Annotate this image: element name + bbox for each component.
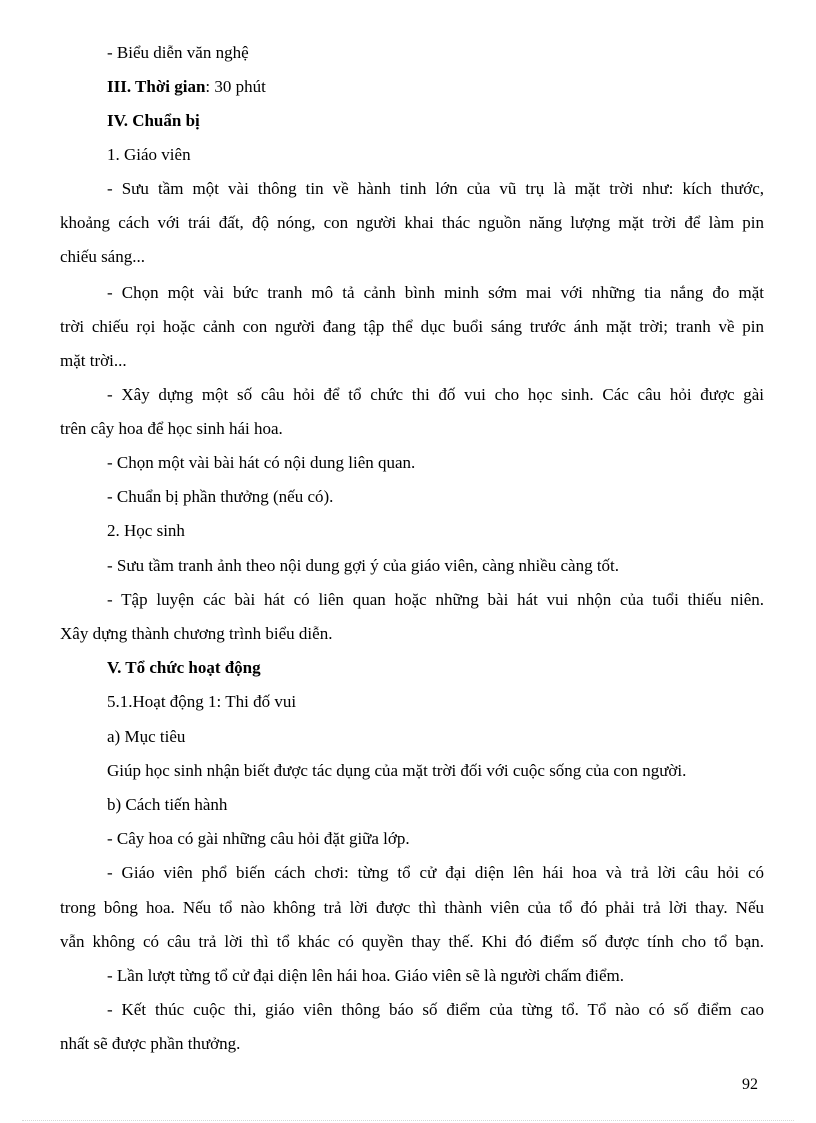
paragraph-line: vẫn không có câu trả lời thì tổ khác có quyền thay thế. Khi đó điểm số được tính cho tổ bạn. [60,932,764,951]
page-number: 92 [742,1076,758,1093]
paragraph-line: nhất sẽ được phần thưởng. [60,1034,241,1053]
list-item: - Lần lượt từng tổ cử đại diện lên hái hoa. Giáo viên sẽ là người chấm điểm. [107,966,625,985]
section-heading-value: : 30 phút [205,77,266,96]
paragraph-line: trời chiếu rọi hoặc cảnh con người đang tập thể dục buổi sáng trước ánh mặt trời; tranh về pin [60,317,764,336]
paragraph-line: - Chọn một vài bức tranh mô tả cảnh bình minh sớm mai với những tia nắng đo mặt [107,283,764,302]
paragraph-line: chiếu sáng... [60,247,145,266]
subsection-heading: b) Cách tiến hành [107,795,228,814]
list-item: - Chuẩn bị phần thưởng (nếu có). [107,487,334,506]
paragraph-line: trong bông hoa. Nếu tổ nào không trả lời được thì thành viên của tổ đó phải trả lời thay. Nếu [60,898,764,917]
footer-divider [22,1120,794,1121]
subsection-heading: 1. Giáo viên [107,145,191,164]
list-item: - Cây hoa có gài những câu hỏi đặt giữa lớp. [107,829,410,848]
paragraph-line: - Sưu tầm một vài thông tin về hành tinh lớn của vũ trụ là mặt trời như: kích thước, [107,179,764,198]
subsection-heading: 2. Học sinh [107,521,185,540]
paragraph-line: mặt trời... [60,351,127,370]
paragraph-line: Xây dựng thành chương trình biểu diễn. [60,624,333,643]
list-item: - Chọn một vài bài hát có nội dung liên quan. [107,453,416,472]
subsection-heading: a) Mục tiêu [107,727,186,746]
section-heading: IV. Chuẩn bị [107,111,200,130]
section-heading [107,76,266,98]
paragraph-line: Giúp học sinh nhận biết được tác dụng của mặt trời đối với cuộc sống của con người. [107,761,687,780]
subsection-heading: 5.1.Hoạt động 1: Thi đố vui [107,692,297,711]
paragraph-line: - Kết thúc cuộc thi, giáo viên thông báo số điểm của từng tổ. Tổ nào có số điểm cao [107,1000,764,1019]
paragraph-line: trên cây hoa để học sinh hái hoa. [60,419,283,438]
list-item: - Sưu tầm tranh ảnh theo nội dung gợi ý của giáo viên, càng nhiều càng tốt. [107,556,620,575]
paragraph-line: - Giáo viên phổ biến cách chơi: từng tổ cử đại diện lên hái hoa và trả lời câu hỏi có [107,863,764,882]
section-heading-label: III. Thời gian [107,77,206,96]
paragraph-line: - Xây dựng một số câu hỏi để tổ chức thi đố vui cho học sinh. Các câu hỏi được gài [107,385,764,404]
paragraph-line: khoảng cách với trái đất, độ nóng, con người khai thác nguồn năng lượng mặt trời để làm pin [60,213,764,232]
list-item: - Biểu diễn văn nghệ [107,43,249,62]
section-heading: V. Tổ chức hoạt động [107,658,261,677]
paragraph-line: - Tập luyện các bài hát có liên quan hoặc những bài hát vui nhộn của tuổi thiếu niên. [107,590,764,609]
